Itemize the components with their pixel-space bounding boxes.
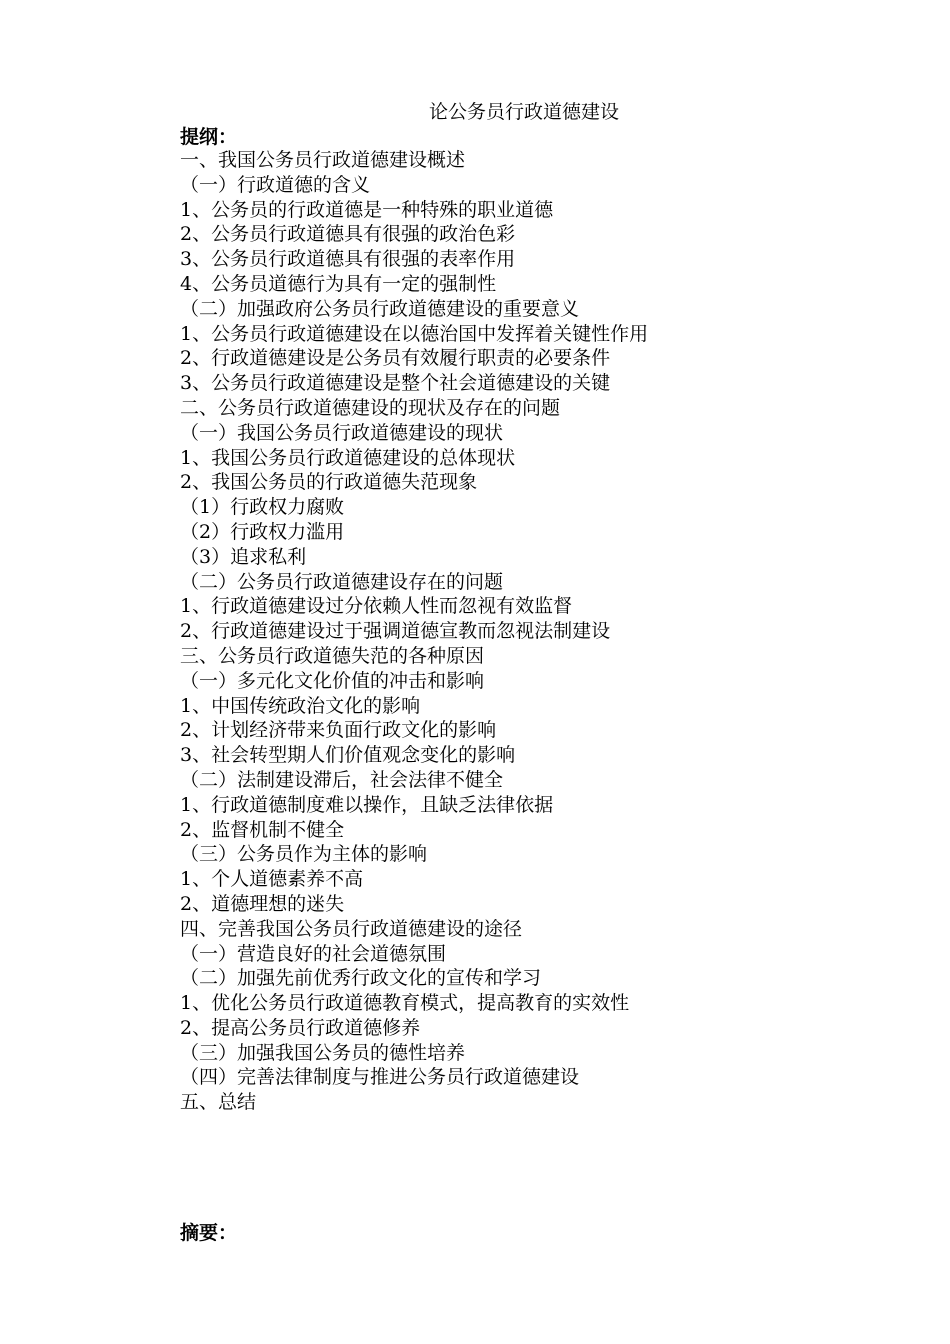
outline-item: （三）加强我国公务员的德性培养 (180, 1041, 466, 1064)
outline-list (180, 148, 648, 1115)
outline-item: 一、我国公务员行政道德建设概述 (180, 149, 466, 171)
outline-item: （二）加强先前优秀行政文化的宣传和学习 (180, 967, 542, 990)
outline-item: 三、公务员行政道德失范的各种原因 (180, 644, 485, 667)
outline-item: 4、公务员道德行为具有一定的强制性 (180, 272, 497, 295)
outline-item: 2、道德理想的迷失 (180, 892, 345, 915)
outline-item: 1、公务员的行政道德是一种特殊的职业道德 (180, 198, 554, 221)
outline-item: （1）行政权力腐败 (180, 496, 345, 519)
outline-item: （一）我国公务员行政道德建设的现状 (180, 421, 504, 444)
outline-item: （二）公务员行政道德建设存在的问题 (180, 570, 504, 593)
outline-item: 二、公务员行政道德建设的现状及存在的问题 (180, 396, 561, 419)
outline-item: （四）完善法律制度与推进公务员行政道德建设 (180, 1066, 580, 1089)
outline-item: 1、行政道德建设过分依赖人性而忽视有效监督 (180, 595, 573, 618)
outline-item: 2、计划经济带来负面行政文化的影响 (180, 719, 497, 742)
abstract-heading: 摘要： (180, 1222, 238, 1244)
outline-item: （一）行政道德的含义 (180, 173, 371, 196)
outline-item: 2、公务员行政道德具有很强的政治色彩 (180, 223, 516, 246)
outline-item: 五、总结 (180, 1091, 257, 1114)
outline-item: 2、提高公务员行政道德修养 (180, 1016, 421, 1039)
outline-item: （二）加强政府公务员行政道德建设的重要意义 (180, 297, 580, 320)
outline-item: 四、完善我国公务员行政道德建设的途径 (180, 917, 523, 940)
outline-item: 1、公务员行政道德建设在以德治国中发挥着关键性作用 (180, 322, 649, 345)
outline-item: （二）法制建设滞后，社会法律不健全 (180, 768, 504, 791)
outline-item: 1、中国传统政治文化的影响 (180, 694, 421, 717)
outline-item: 2、行政道德建设是公务员有效履行职责的必要条件 (180, 347, 611, 370)
outline-item: 1、个人道德素养不高 (180, 868, 364, 891)
outline-item: 3、公务员行政道德具有很强的表率作用 (180, 248, 516, 271)
outline-item: （2）行政权力滥用 (180, 520, 345, 543)
outline-item: 1、优化公务员行政道德教育模式，提高教育的实效性 (180, 992, 630, 1015)
outline-item: 2、我国公务员的行政道德失范现象 (180, 471, 478, 494)
outline-item: 3、公务员行政道德建设是整个社会道德建设的关键 (180, 372, 611, 395)
outline-item: 3、社会转型期人们价值观念变化的影响 (180, 744, 516, 767)
outline-heading: 提纲： (180, 126, 238, 148)
outline-item: （一）营造良好的社会道德氛围 (180, 942, 447, 965)
outline-item: （三）公务员作为主体的影响 (180, 843, 428, 866)
outline-item: 2、监督机制不健全 (180, 818, 345, 841)
outline-item: 1、行政道德制度难以操作，且缺乏法律依据 (180, 793, 554, 816)
document-title: 论公务员行政道德建设 (428, 101, 619, 123)
outline-item: 1、我国公务员行政道德建设的总体现状 (180, 446, 516, 469)
outline-item: （一）多元化文化价值的冲击和影响 (180, 669, 485, 692)
outline-item: （3）追求私利 (180, 545, 307, 568)
outline-item: 2、行政道德建设过于强调道德宣教而忽视法制建设 (180, 620, 611, 643)
